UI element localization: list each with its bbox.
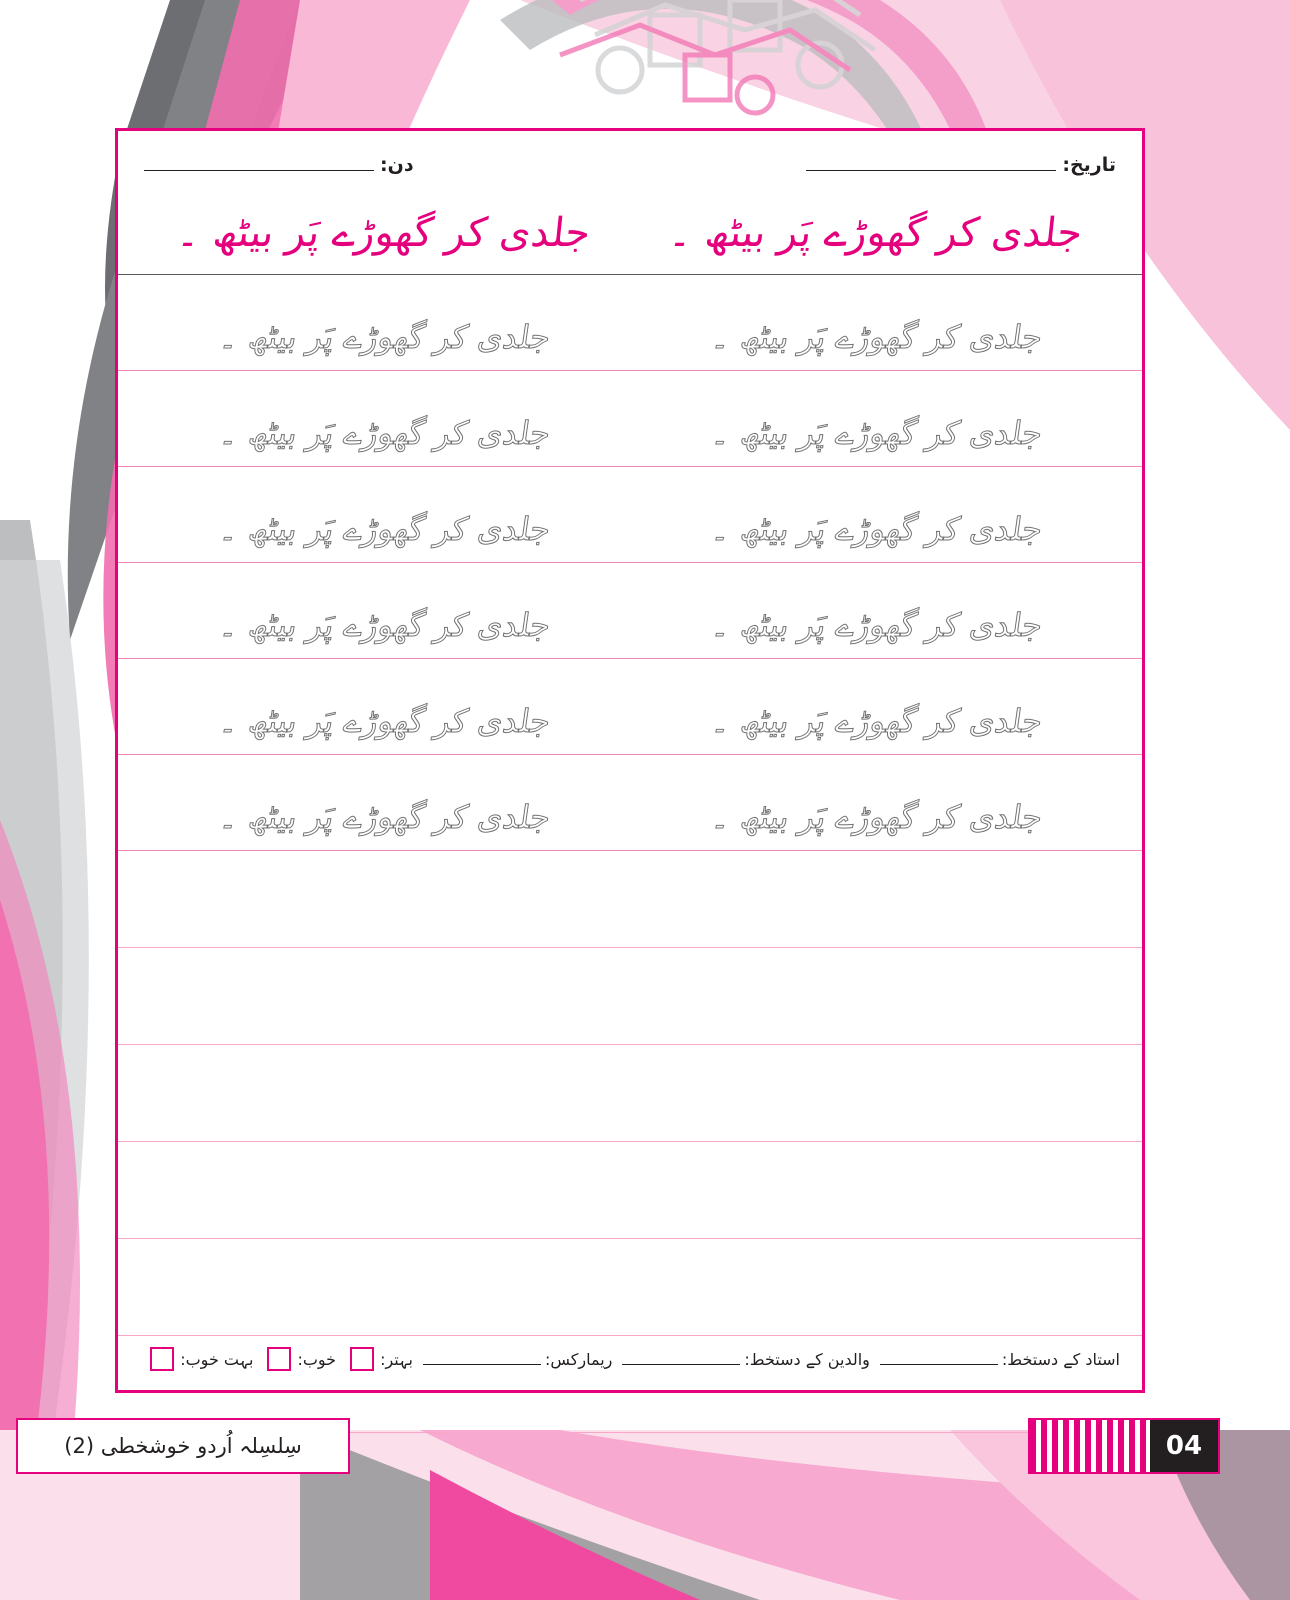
date-field[interactable] (806, 154, 1116, 176)
model-sentence-2: جلدی کر گھوڑے پَر بیٹھ ۔ (175, 209, 593, 256)
grade-bahut-khoob-label: بہت خوب: (180, 1349, 254, 1369)
trace-sentence: جلدی کر گھوڑے پَر بیٹھ ۔ (708, 702, 1045, 740)
trace-sentence: جلدی کر گھوڑے پَر بیٹھ ۔ (708, 510, 1045, 548)
table-row[interactable] (118, 755, 1142, 851)
blank-practice-row[interactable] (118, 1239, 1142, 1336)
teacher-signature-field[interactable] (880, 1350, 1120, 1369)
date-blank-line[interactable] (806, 155, 1056, 171)
book-title-text: سِلسِلہ اُردو خوشخطی (2) (64, 1434, 302, 1458)
tracing-rows (118, 275, 1142, 851)
model-sentence-1: جلدی کر گھوڑے پَر بیٹھ ۔ (667, 209, 1085, 256)
blank-practice-row[interactable] (118, 851, 1142, 948)
trace-sentence: جلدی کر گھوڑے پَر بیٹھ ۔ (216, 798, 553, 836)
table-row[interactable] (118, 275, 1142, 371)
grade-behtar[interactable] (346, 1347, 413, 1371)
grade-khoob[interactable] (263, 1347, 336, 1371)
header-row (118, 139, 1142, 191)
trace-sentence: جلدی کر گھوڑے پَر بیٹھ ۔ (708, 414, 1045, 452)
day-blank-line[interactable] (144, 155, 374, 171)
grade-behtar-checkbox[interactable] (350, 1347, 374, 1371)
grade-bahut-khoob[interactable] (146, 1347, 253, 1371)
trace-sentence: جلدی کر گھوڑے پَر بیٹھ ۔ (708, 318, 1045, 356)
day-field[interactable] (144, 154, 414, 176)
grade-bahut-khoob-checkbox[interactable] (150, 1347, 174, 1371)
blank-practice-row[interactable] (118, 1045, 1142, 1142)
trace-sentence: جلدی کر گھوڑے پَر بیٹھ ۔ (708, 606, 1045, 644)
barcode-stripes (1030, 1420, 1150, 1472)
table-row[interactable] (118, 371, 1142, 467)
page-number-badge (1028, 1418, 1220, 1474)
trace-sentence: جلدی کر گھوڑے پَر بیٹھ ۔ (216, 318, 553, 356)
date-label: تاریخ: (1062, 154, 1116, 176)
book-title-tab (16, 1418, 350, 1474)
grade-behtar-label: بہتر: (380, 1349, 413, 1369)
trace-sentence: جلدی کر گھوڑے پَر بیٹھ ۔ (216, 414, 553, 452)
trace-sentence: جلدی کر گھوڑے پَر بیٹھ ۔ (216, 606, 553, 644)
model-sentence-row (118, 191, 1142, 275)
trace-sentence: جلدی کر گھوڑے پَر بیٹھ ۔ (708, 798, 1045, 836)
parent-signature-label: والدین کے دستخط: (744, 1349, 870, 1369)
trace-sentence: جلدی کر گھوڑے پَر بیٹھ ۔ (216, 702, 553, 740)
grade-khoob-label: خوب: (297, 1349, 337, 1369)
blank-practice-row[interactable] (118, 1142, 1142, 1239)
parent-signature-blank[interactable] (622, 1352, 740, 1365)
remarks-field[interactable] (423, 1350, 612, 1369)
table-row[interactable] (118, 563, 1142, 659)
parent-signature-field[interactable] (622, 1350, 870, 1369)
teacher-signature-blank[interactable] (880, 1352, 998, 1365)
remarks-label: ریمارکس: (544, 1349, 613, 1369)
remarks-blank[interactable] (423, 1352, 541, 1365)
worksheet-sheet (115, 128, 1145, 1393)
trace-sentence: جلدی کر گھوڑے پَر بیٹھ ۔ (216, 510, 553, 548)
teacher-signature-label: استاد کے دستخط: (1001, 1349, 1120, 1369)
blank-practice-row[interactable] (118, 948, 1142, 1045)
table-row[interactable] (118, 467, 1142, 563)
day-label: دن: (380, 154, 414, 176)
page-number: 04 (1150, 1420, 1218, 1472)
table-row[interactable] (118, 659, 1142, 755)
signature-footer (118, 1336, 1142, 1382)
grade-khoob-checkbox[interactable] (267, 1347, 291, 1371)
